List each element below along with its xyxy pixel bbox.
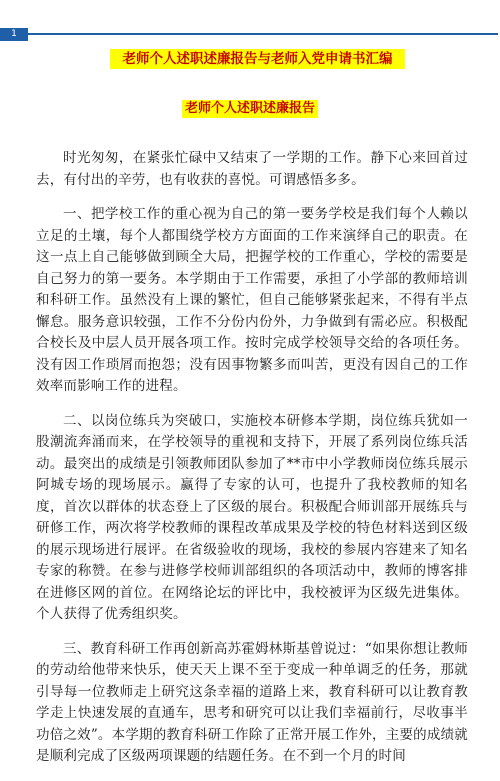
document-body	[36, 148, 468, 781]
paragraph-intro: 时光匆匆，在紧张忙碌中又结束了一学期的工作。静下心来回首过去，有付出的辛劳，也有收获的喜悦。可谓感悟多多。	[36, 150, 468, 188]
section-subtitle-wrapper	[0, 97, 500, 118]
paragraph-section-3: 三、教育科研工作再创新高苏霍姆林斯基曾说过：“如果你想让教师的劳动给他带来快乐，使天天上课不至于变成一种单调乏的任务，那就引导每一位教师走上研究这条幸福的道路上来，教育科研可以让教育教学走上快速发展的直通车，思考和研究可以让我们幸福前行，尽收事半功倍之效”。本学期的教育科研工作除了正常开展工作外，主要的成绩就是顺利完成了区级两项课题的结题任务。在不到一个月的时间	[36, 640, 468, 764]
header-rule	[28, 33, 498, 35]
paragraph-section-1: 一、把学校工作的重心视为自己的第一要务学校是我们每个人赖以立足的土壤，每个人都围绕学校方方面面的工作来演绎自己的职责。在这一点上自己能够做到顾全大局，把握学校的工作重心，学校的需要是自己努力的第一要务。本学期由于工作需要，承担了小学部的教师培训和科研工作。虽然没有上课的繁忙，但自己能够紧张起来，不得有半点懈怠。服务意识较强，工作不分份内份外，力争做到有需必应。积极配合校长及中层人员开展各项工作。按时完成学校领导交给的各项任务。没有因工作琐屑而抱怨；没有因事物繁多而叫苦，更没有因自己的工作效率而影响工作的进程。	[36, 206, 468, 394]
section-subtitle: 老师个人述职述廉报告	[182, 100, 318, 118]
page-number-badge: 1	[0, 28, 28, 41]
paragraph-section-2: 二、以岗位练兵为突破口，实施校本研修本学期，岗位练兵犹如一股潮流奔涌而来，在学校领导的重视和支持下，开展了系列岗位练兵活动。最突出的成绩是引领教师团队参加了**市中小学教师岗位练兵展示阿城专场的现场展示。赢得了专家的认可，也提升了我校教师的知名度，首次以群体的状态登上了区级的展台。积极配合师训部开展练兵与研修工作，两次将学校教师的课程改革成果及学校的特色材料送到区级的展示现场进行展评。在省级验收的现场，我校的参展内容建来了知名专家的称赞。在参与进修学校师训部组织的各项活动中，教师的博客排在进修区网的首位。在网络论坛的评比中，我校被评为区级先进集体。个人获得了优秀组织奖。	[36, 412, 468, 622]
document-title: 老师个人述职述廉报告与老师入党申请书汇编	[110, 49, 405, 69]
